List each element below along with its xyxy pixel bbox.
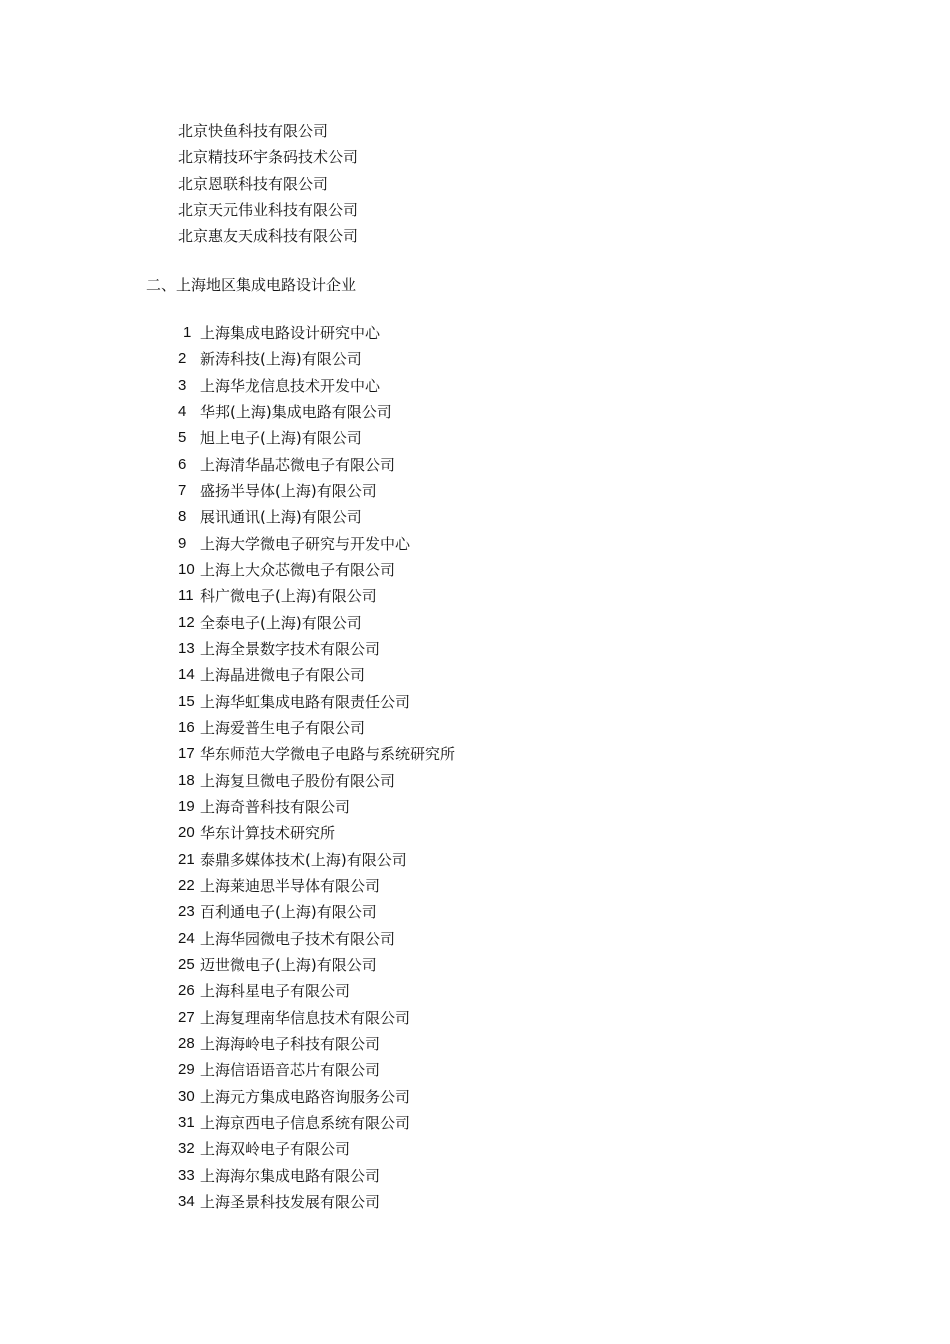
list-item-name: 上海圣景科技发展有限公司 (200, 1192, 381, 1211)
list-item-name: 上海奇普科技有限公司 (200, 797, 351, 816)
list-item (178, 741, 455, 767)
list-item (178, 610, 455, 636)
list-item-name: 上海晶进微电子有限公司 (200, 666, 366, 685)
list-item (178, 873, 455, 899)
list-item-name: 新涛科技(上海)有限公司 (200, 350, 362, 369)
list-item-name: 上海科星电子有限公司 (200, 982, 351, 1001)
list-item-number: 10 (178, 560, 195, 578)
list-item-number: 21 (178, 850, 195, 868)
list-item (178, 399, 455, 425)
list-item-name: 百利通电子(上海)有限公司 (200, 903, 377, 922)
list-item-name: 上海元方集成电路咨询服务公司 (200, 1087, 411, 1106)
list-item (178, 662, 455, 688)
list-item-name: 上海上大众芯微电子有限公司 (200, 560, 396, 579)
list-item (178, 1031, 455, 1057)
list-item-name: 科广微电子(上海)有限公司 (200, 587, 377, 606)
list-item (178, 715, 455, 741)
list-item-number: 14 (178, 666, 195, 684)
list-item-name: 上海海岭电子科技有限公司 (200, 1034, 381, 1053)
list-item-name: 上海集成电路设计研究中心 (200, 324, 381, 342)
list-item-number: 2 (178, 350, 187, 368)
list-item-number: 30 (178, 1087, 195, 1105)
list-item-name: 上海复理南华信息技术有限公司 (200, 1008, 411, 1027)
list-item (178, 531, 455, 557)
list-item-number: 4 (178, 402, 187, 420)
list-item (178, 478, 455, 504)
list-item: 北京精技环宇条码技术公司 (178, 148, 359, 167)
list-item-number: 25 (178, 955, 195, 973)
list-item-number: 9 (178, 534, 187, 552)
list-item-name: 上海华龙信息技术开发中心 (200, 376, 381, 395)
list-item (178, 373, 455, 399)
list-item (178, 346, 455, 372)
list-item-number: 23 (178, 903, 195, 921)
list-item (178, 1084, 455, 1110)
list-item-name: 上海全景数字技术有限公司 (200, 639, 381, 658)
list-item-name: 上海大学微电子研究与开发中心 (200, 534, 411, 553)
list-item-number: 34 (178, 1192, 195, 1210)
list-item (178, 636, 455, 662)
list-item (178, 820, 455, 846)
list-item-name: 华东计算技术研究所 (200, 824, 336, 843)
list-item (178, 452, 455, 478)
list-item-name: 盛扬半导体(上海)有限公司 (200, 481, 377, 500)
list-item-name: 上海海尔集成电路有限公司 (200, 1166, 381, 1185)
list-item (178, 899, 455, 925)
list-item-number: 11 (178, 587, 194, 605)
list-item (178, 1110, 455, 1136)
list-item-name: 上海华虹集成电路有限责任公司 (200, 692, 411, 711)
list-item (178, 1189, 455, 1215)
list-item-number: 15 (178, 692, 195, 710)
list-item-number: 20 (178, 824, 195, 842)
list-item-name: 上海复旦微电子股份有限公司 (200, 771, 396, 790)
list-item-number: 5 (178, 429, 187, 447)
beijing-company-list (178, 118, 358, 249)
list-item (178, 952, 455, 978)
list-item-name: 全泰电子(上海)有限公司 (200, 613, 362, 632)
list-item-name: 展讯通讯(上海)有限公司 (200, 508, 362, 527)
list-item-number: 8 (178, 508, 187, 526)
list-item (178, 794, 455, 820)
list-item-number: 33 (178, 1166, 195, 1184)
list-item: 北京惠友天成科技有限公司 (178, 227, 359, 246)
list-item (178, 557, 455, 583)
list-item: 北京天元伟业科技有限公司 (178, 200, 359, 219)
list-item-name: 上海爱普生电子有限公司 (200, 718, 366, 737)
list-item-number: 22 (178, 876, 195, 894)
list-item-name: 上海华园微电子技术有限公司 (200, 929, 396, 948)
list-item-number: 27 (178, 1008, 195, 1026)
list-item (178, 1057, 455, 1083)
list-item (178, 583, 455, 609)
list-item-number: 31 (178, 1113, 195, 1131)
list-item (178, 689, 455, 715)
list-item-name: 上海双岭电子有限公司 (200, 1140, 351, 1159)
list-item (178, 926, 455, 952)
list-item (178, 1136, 455, 1162)
list-item-name: 华邦(上海)集成电路有限公司 (200, 402, 392, 421)
list-item-number: 28 (178, 1034, 195, 1052)
list-item (178, 768, 455, 794)
list-item (178, 1163, 455, 1189)
list-item-number: 17 (178, 745, 195, 763)
list-item (178, 978, 455, 1004)
list-item-name: 上海信语语音芯片有限公司 (200, 1061, 381, 1080)
list-item-name: 华东师范大学微电子电路与系统研究所 (200, 745, 456, 764)
list-item-number: 29 (178, 1061, 195, 1079)
list-item-number: 18 (178, 771, 195, 789)
shanghai-company-list (178, 320, 455, 1215)
list-item-number: 24 (178, 929, 195, 947)
list-item: 北京快鱼科技有限公司 (178, 122, 329, 140)
list-item-number: 3 (178, 376, 187, 394)
list-item-number: 32 (178, 1140, 195, 1158)
list-item-number: 12 (178, 613, 195, 631)
list-item-name: 上海京西电子信息系统有限公司 (200, 1113, 411, 1132)
list-item-number: 16 (178, 718, 195, 736)
list-item-number: 1 (183, 324, 192, 341)
list-item (178, 1005, 455, 1031)
list-item: 北京恩联科技有限公司 (178, 174, 329, 193)
list-item (178, 504, 455, 530)
list-item-number: 19 (178, 797, 195, 815)
list-item-name: 泰鼎多媒体技术(上海)有限公司 (200, 850, 407, 869)
list-item-name: 上海莱迪思半导体有限公司 (200, 876, 381, 895)
list-item-number: 6 (178, 455, 187, 473)
list-item-number: 7 (178, 481, 187, 499)
list-item-name: 上海清华晶芯微电子有限公司 (200, 455, 396, 474)
list-item-name: 迈世微电子(上海)有限公司 (200, 955, 377, 974)
section-heading: 二、上海地区集成电路设计企业 (146, 276, 357, 294)
list-item (178, 847, 455, 873)
list-item (178, 320, 455, 346)
list-item-number: 26 (178, 982, 195, 1000)
list-item-number: 13 (178, 639, 195, 657)
list-item (178, 425, 455, 451)
list-item-name: 旭上电子(上海)有限公司 (200, 429, 362, 448)
